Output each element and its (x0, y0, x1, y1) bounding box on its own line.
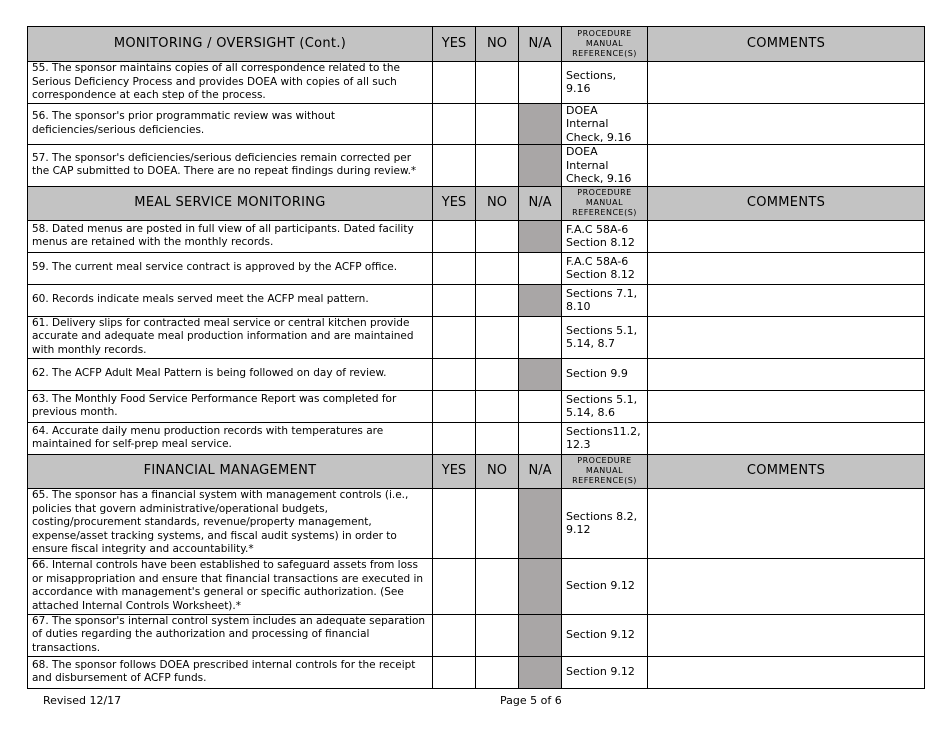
yes-column-header: YES (433, 186, 476, 220)
na-answer-cell[interactable] (519, 252, 562, 284)
yes-column-header: YES (433, 454, 476, 488)
no-answer-cell[interactable] (476, 558, 519, 614)
yes-answer-cell[interactable] (433, 558, 476, 614)
yes-answer-cell[interactable] (433, 390, 476, 422)
section-title: FINANCIAL MANAGEMENT (28, 454, 433, 488)
section-header-row (28, 186, 925, 220)
na-answer-cell[interactable] (519, 422, 562, 454)
no-answer-cell[interactable] (476, 488, 519, 558)
question-text: 58. Dated menus are posted in full view of all participants. Dated facility menus are retained with the monthly records. (28, 220, 433, 252)
procedure-reference: Section 9.9 (562, 358, 648, 390)
yes-answer-cell[interactable] (433, 62, 476, 104)
section-header-row (28, 27, 925, 62)
question-text: 63. The Monthly Food Service Performance Report was completed for previous month. (28, 390, 433, 422)
yes-answer-cell[interactable] (433, 488, 476, 558)
na-answer-cell (519, 558, 562, 614)
yes-answer-cell[interactable] (433, 220, 476, 252)
procedure-reference: Section 9.12 (562, 614, 648, 656)
na-answer-cell (519, 488, 562, 558)
comments-cell[interactable] (648, 103, 925, 145)
revision-date: Revised 12/17 (43, 694, 122, 707)
no-column-header: NO (476, 186, 519, 220)
no-answer-cell[interactable] (476, 614, 519, 656)
comments-cell[interactable] (648, 614, 925, 656)
yes-answer-cell[interactable] (433, 422, 476, 454)
section-title: MEAL SERVICE MONITORING (28, 186, 433, 220)
no-column-header: NO (476, 27, 519, 62)
na-answer-cell[interactable] (519, 390, 562, 422)
question-text: 68. The sponsor follows DOEA prescribed internal controls for the receipt and disbursement of ACFP funds. (28, 656, 433, 688)
procedure-reference-header: PROCEDURE MANUAL REFERENCE(S) (562, 186, 648, 220)
na-answer-cell[interactable] (519, 316, 562, 358)
procedure-reference: Sections 8.2, 9.12 (562, 488, 648, 558)
table-row (28, 62, 925, 104)
no-answer-cell[interactable] (476, 252, 519, 284)
question-text: 56. The sponsor's prior programmatic review was without deficiencies/serious deficiencies. (28, 103, 433, 145)
yes-answer-cell[interactable] (433, 284, 476, 316)
table-row (28, 422, 925, 454)
table-row (28, 656, 925, 688)
question-text: 60. Records indicate meals served meet the ACFP meal pattern. (28, 284, 433, 316)
no-answer-cell[interactable] (476, 145, 519, 187)
procedure-reference: Section 9.12 (562, 656, 648, 688)
question-text: 66. Internal controls have been established to safeguard assets from loss or misappropriation and ensure that financial transactions are executed in accordance with management's general or specific authorization. (See attached Internal Controls Worksheet).* (28, 558, 433, 614)
yes-answer-cell[interactable] (433, 145, 476, 187)
table-row (28, 558, 925, 614)
comments-cell[interactable] (648, 656, 925, 688)
na-answer-cell (519, 656, 562, 688)
procedure-reference: DOEA Internal Check, 9.16 (562, 145, 648, 187)
na-column-header: N/A (519, 454, 562, 488)
no-answer-cell[interactable] (476, 656, 519, 688)
table-row (28, 358, 925, 390)
procedure-reference: Sections, 9.16 (562, 62, 648, 104)
no-answer-cell[interactable] (476, 358, 519, 390)
table-row (28, 390, 925, 422)
na-answer-cell (519, 220, 562, 252)
procedure-reference: DOEA Internal Check, 9.16 (562, 103, 648, 145)
no-column-header: NO (476, 454, 519, 488)
procedure-reference: F.A.C 58A-6 Section 8.12 (562, 220, 648, 252)
comments-cell[interactable] (648, 145, 925, 187)
comments-column-header: COMMENTS (648, 186, 925, 220)
na-answer-cell (519, 614, 562, 656)
procedure-reference: Sections 5.1, 5.14, 8.6 (562, 390, 648, 422)
yes-answer-cell[interactable] (433, 103, 476, 145)
table-row (28, 614, 925, 656)
question-text: 55. The sponsor maintains copies of all correspondence related to the Serious Deficiency Process and provides DOEA with copies of all such correspondence at each step of the process. (28, 62, 433, 104)
yes-answer-cell[interactable] (433, 252, 476, 284)
comments-cell[interactable] (648, 284, 925, 316)
comments-cell[interactable] (648, 558, 925, 614)
yes-answer-cell[interactable] (433, 316, 476, 358)
na-answer-cell (519, 358, 562, 390)
question-text: 67. The sponsor's internal control system includes an adequate separation of duties regarding the authorization and processing of financial transactions. (28, 614, 433, 656)
no-answer-cell[interactable] (476, 390, 519, 422)
question-text: 61. Delivery slips for contracted meal service or central kitchen provide accurate and adequate meal production information and are maintained with monthly records. (28, 316, 433, 358)
comments-cell[interactable] (648, 252, 925, 284)
question-text: 57. The sponsor's deficiencies/serious deficiencies remain corrected per the CAP submitted to DOEA. There are no repeat findings during review.* (28, 145, 433, 187)
review-checklist-table (27, 26, 925, 689)
comments-cell[interactable] (648, 316, 925, 358)
comments-cell[interactable] (648, 220, 925, 252)
table-row (28, 488, 925, 558)
na-answer-cell (519, 103, 562, 145)
table-row (28, 252, 925, 284)
question-text: 62. The ACFP Adult Meal Pattern is being followed on day of review. (28, 358, 433, 390)
yes-answer-cell[interactable] (433, 656, 476, 688)
comments-cell[interactable] (648, 488, 925, 558)
table-row (28, 145, 925, 187)
yes-answer-cell[interactable] (433, 614, 476, 656)
procedure-reference: Section 9.12 (562, 558, 648, 614)
no-answer-cell[interactable] (476, 284, 519, 316)
na-column-header: N/A (519, 27, 562, 62)
question-text: 65. The sponsor has a financial system with management controls (i.e., policies that govern administrative/operational budgets, costing/procurement standards, revenue/property management, expense/asset tracking systems, and fiscal audit systems) in order to ensure fiscal integrity and accountability.* (28, 488, 433, 558)
comments-cell[interactable] (648, 422, 925, 454)
comments-cell[interactable] (648, 62, 925, 104)
yes-answer-cell[interactable] (433, 358, 476, 390)
question-text: 64. Accurate daily menu production records with temperatures are maintained for self-prep meal service. (28, 422, 433, 454)
no-answer-cell[interactable] (476, 422, 519, 454)
procedure-reference: Sections11.2, 12.3 (562, 422, 648, 454)
procedure-reference: Sections 7.1, 8.10 (562, 284, 648, 316)
no-answer-cell[interactable] (476, 220, 519, 252)
no-answer-cell[interactable] (476, 103, 519, 145)
table-row (28, 284, 925, 316)
na-answer-cell (519, 284, 562, 316)
table-row (28, 220, 925, 252)
table-row (28, 316, 925, 358)
na-column-header: N/A (519, 186, 562, 220)
procedure-reference: Sections 5.1, 5.14, 8.7 (562, 316, 648, 358)
procedure-reference-header: PROCEDURE MANUAL REFERENCE(S) (562, 454, 648, 488)
no-answer-cell[interactable] (476, 316, 519, 358)
question-text: 59. The current meal service contract is approved by the ACFP office. (28, 252, 433, 284)
section-title: MONITORING / OVERSIGHT (Cont.) (28, 27, 433, 62)
comments-cell[interactable] (648, 358, 925, 390)
na-answer-cell (519, 145, 562, 187)
comments-column-header: COMMENTS (648, 27, 925, 62)
comments-cell[interactable] (648, 390, 925, 422)
table-row (28, 103, 925, 145)
page-number: Page 5 of 6 (500, 694, 562, 707)
comments-column-header: COMMENTS (648, 454, 925, 488)
no-answer-cell[interactable] (476, 62, 519, 104)
procedure-reference-header: PROCEDURE MANUAL REFERENCE(S) (562, 27, 648, 62)
yes-column-header: YES (433, 27, 476, 62)
section-header-row (28, 454, 925, 488)
procedure-reference: F.A.C 58A-6 Section 8.12 (562, 252, 648, 284)
na-answer-cell[interactable] (519, 62, 562, 104)
